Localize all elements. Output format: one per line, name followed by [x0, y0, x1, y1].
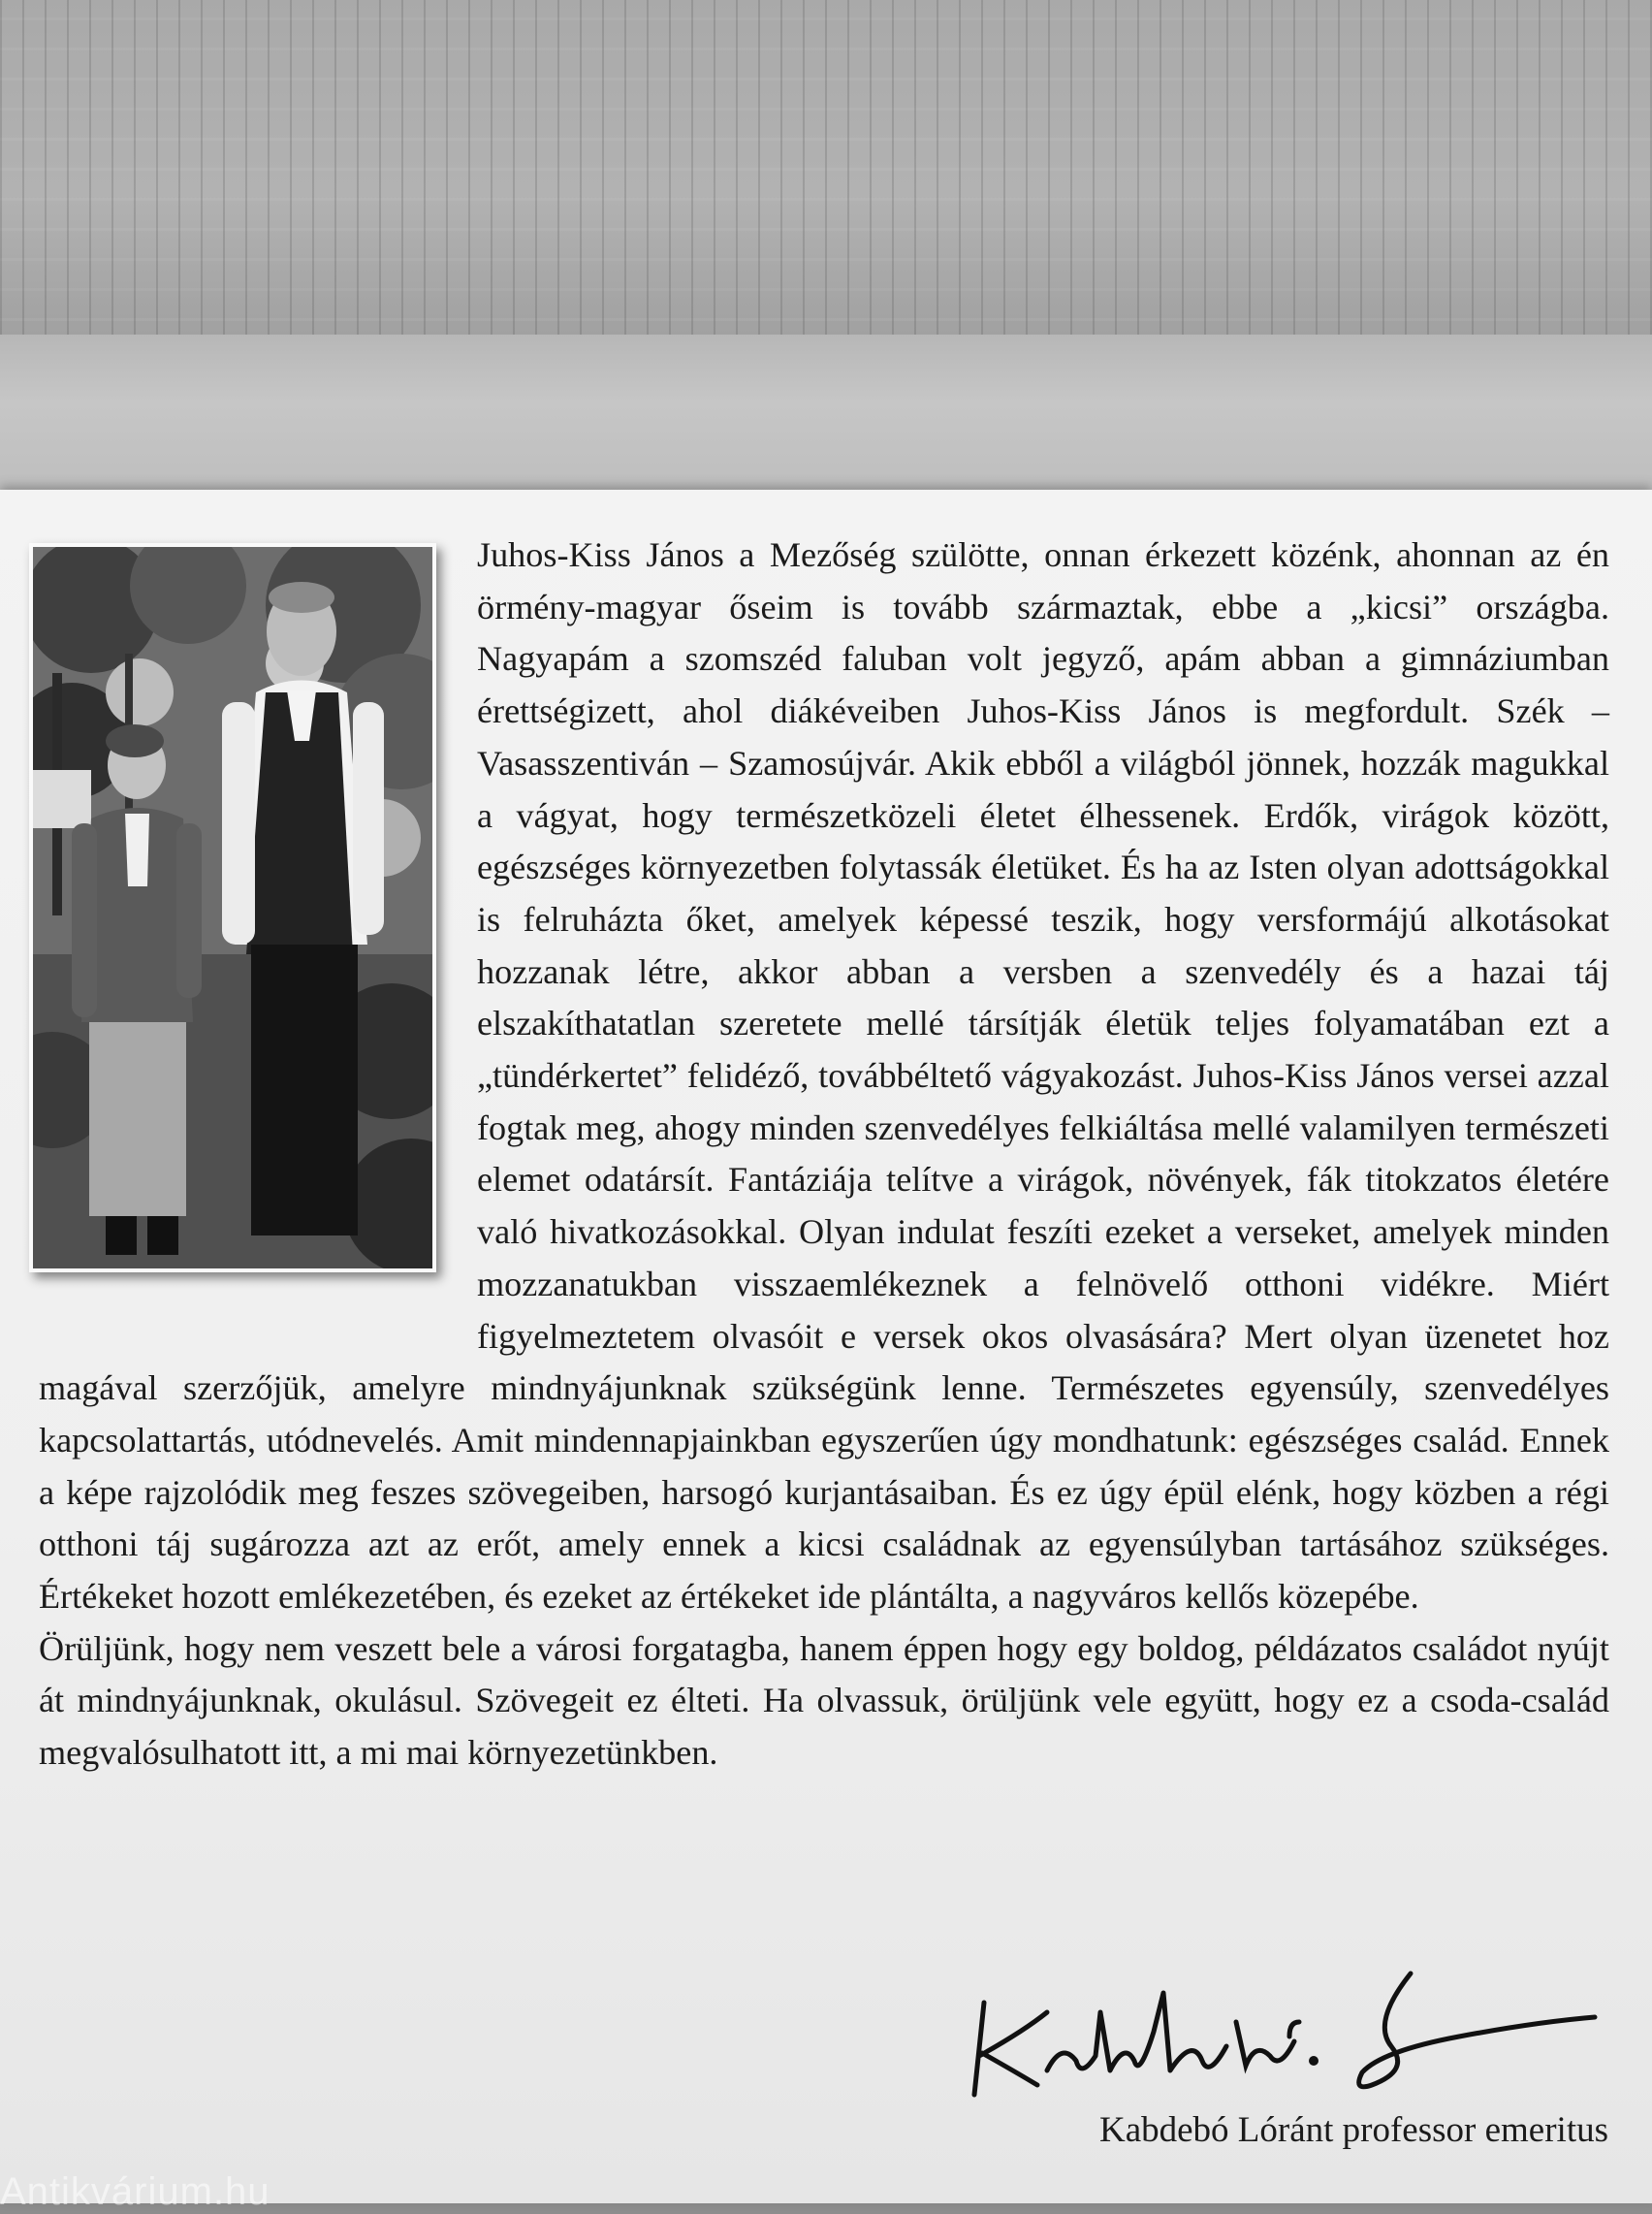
paragraph-1 — [39, 529, 1609, 1623]
handwritten-signature — [955, 1964, 1614, 2109]
photo-text-wrap — [39, 522, 477, 1334]
paragraph-1-text: Juhos-Kiss János a Mezőség szülötte, onnan érkezett közénk, ahonnan az én örmény-magyar őseim is tovább származtak, ebbe a „kicsi” országba. Nagyapám a szomszéd faluban volt jegyző, apám abban a gimnáziumban érettségizett, ahol diákéveiben Juhos-Kiss János is megfordult. Szék – Vasasszentiván – Szamosújvár. Akik ebből a világból jönnek, hozzák magukkal a vágyat, hogy természetközeli életet élhessenek. Erdők, virágok között, egészséges környezetben folytassák életüket. És ha az Isten olyan adottságokkal is felruházta őket, amelyek képessé teszik, hogy versformájú alkotásokat hozzanak létre, akkor abban a versben a szenvedély és a hazai táj elszakíthatatlan szeretete mellé társítják életük teljes folyamatában ezt a „tündérkertet” felidéző, továbbéltető vágyakozást. Juhos-Kiss János versei azzal fogtak meg, ahogy minden szenvedélyes felkiáltása mellé valamilyen természeti elemet odatársít. Fantáziája telítve a virágok, növények, fák titokzatos életére való hivatkozásokkal. Olyan indulat feszíti ezeket a verseket, amelyek minden mozzanatukban visszaemlékeznek a felnövelő otthoni vidékre. Miért figyelmeztetem olvasóit e versek okos olvasására? Mert olyan üzenetet hoz magával szerzőjük, amelyre mindnyájunknak szükségünk lenne. Természetes egyensúly, szenvedélyes kapcsolattartás, utódnevelés. Amit mindennapjainkban egyszerűen úgy mondhatunk: egészséges család. Ennek a képe rajzolódik meg feszes szövegeiben, harsogó kurjantásaiban. És ez úgy épül elénk, hogy közben a régi otthoni táj sugározza azt az erőt, amely ennek a kicsi családnak az egyensúlyban tartásához szükséges. Értékeket hozott emlékezetében, és ezeket az értékeket ide plántálta, a nagyváros kellős közepébe. — [39, 535, 1609, 1617]
book-cover-edge — [0, 335, 1652, 504]
tablecloth-background — [0, 0, 1652, 351]
book-page — [0, 490, 1652, 2203]
watermark: Antikvárium.hu — [0, 2170, 270, 2213]
signer-name: Kabdebó Lóránt professor emeritus — [1098, 2110, 1608, 2150]
paragraph-2: Örüljünk, hogy nem veszett bele a városi forgatagba, hanem éppen hogy egy boldog, példázatos családot nyújt át mindnyájunknak, okulásul. Szövegeit ez élteti. Ha olvassuk, örüljünk vele együtt, hogy ez a csoda-család megvalósulhatott itt, a mi mai környezetünkben. — [39, 1628, 1609, 1773]
preface-text — [39, 529, 1609, 1780]
